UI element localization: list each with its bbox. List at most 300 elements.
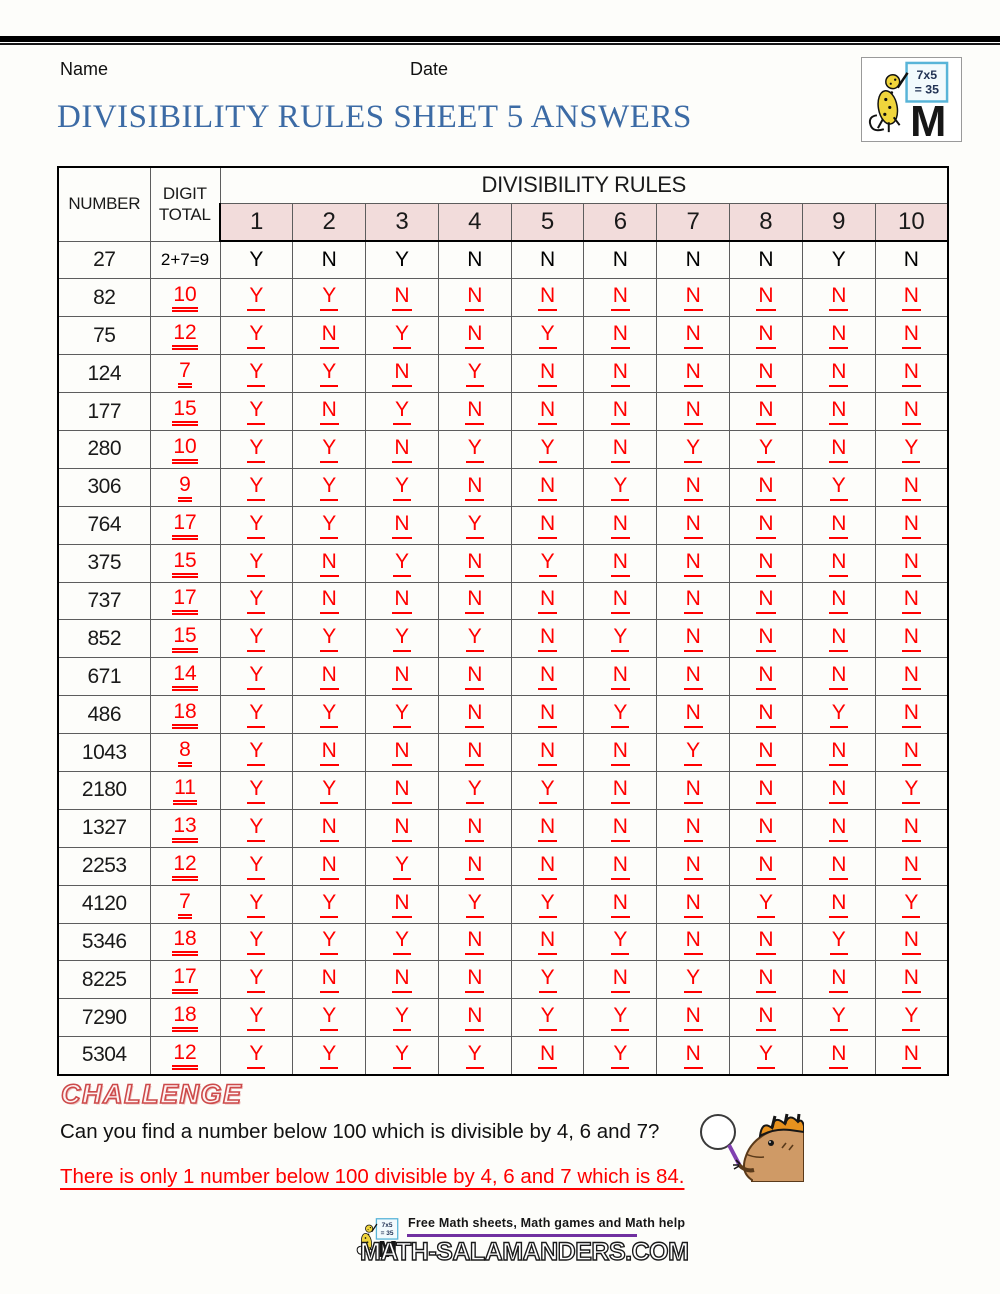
answer-cell: N <box>293 393 366 431</box>
answer-cell: Y <box>875 885 948 923</box>
answer-cell: N <box>657 317 730 355</box>
digit-total-cell: 12 <box>150 847 220 885</box>
answer-cell: Y <box>802 468 875 506</box>
number-cell: 5304 <box>58 1037 150 1075</box>
answer-cell: Y <box>657 961 730 999</box>
answer-cell: N <box>730 961 803 999</box>
answer-cell: Y <box>220 430 293 468</box>
answer-cell: Y <box>802 241 875 279</box>
digit-total-cell: 15 <box>150 393 220 431</box>
answer-cell: N <box>802 506 875 544</box>
divisibility-rules-header: DIVISIBILITY RULES <box>220 167 948 203</box>
answer-cell: N <box>875 544 948 582</box>
date-label: Date <box>410 59 449 79</box>
table-row <box>58 279 948 317</box>
footer-divider <box>407 1234 637 1237</box>
answer-cell: Y <box>293 923 366 961</box>
table-row <box>58 734 948 772</box>
answer-cell: N <box>730 809 803 847</box>
answer-cell: N <box>584 317 657 355</box>
rule-column-header: 3 <box>366 203 439 241</box>
answer-cell: N <box>511 468 584 506</box>
table-row <box>58 771 948 809</box>
answer-cell: N <box>730 317 803 355</box>
number-cell: 4120 <box>58 885 150 923</box>
rule-column-header: 6 <box>584 203 657 241</box>
answer-cell: N <box>293 241 366 279</box>
answer-cell: Y <box>220 696 293 734</box>
answer-cell: N <box>875 279 948 317</box>
digit-total-cell: 12 <box>150 317 220 355</box>
answer-cell: N <box>875 506 948 544</box>
number-cell: 82 <box>58 279 150 317</box>
challenge-heading: CHALLENGE <box>61 1079 243 1109</box>
footer-site-name: MATH-SALAMANDERS.COM <box>360 1238 689 1266</box>
digit-total-cell: 7 <box>150 355 220 393</box>
table-row <box>58 885 948 923</box>
answer-cell: N <box>438 317 511 355</box>
answer-cell: Y <box>802 999 875 1037</box>
answer-cell: N <box>657 999 730 1037</box>
table-body <box>58 241 948 1075</box>
answer-cell: N <box>438 241 511 279</box>
answer-cell: N <box>875 317 948 355</box>
number-cell: 375 <box>58 544 150 582</box>
answer-cell: N <box>875 393 948 431</box>
digit-total-cell: 2+7=9 <box>150 241 220 279</box>
rule-column-header: 1 <box>220 203 293 241</box>
site-logo <box>861 57 962 142</box>
answer-cell: N <box>584 658 657 696</box>
answer-cell: N <box>366 355 439 393</box>
answer-cell: N <box>657 809 730 847</box>
answer-cell: N <box>802 279 875 317</box>
rule-column-header: 4 <box>438 203 511 241</box>
table-row <box>58 1037 948 1075</box>
answer-cell: Y <box>511 885 584 923</box>
number-cell: 1043 <box>58 734 150 772</box>
answer-cell: N <box>584 847 657 885</box>
table-row <box>58 506 948 544</box>
answer-cell: Y <box>875 999 948 1037</box>
answer-cell: Y <box>293 506 366 544</box>
answer-cell: Y <box>220 1037 293 1075</box>
answer-cell: N <box>584 809 657 847</box>
answer-cell: Y <box>220 393 293 431</box>
digit-total-cell: 18 <box>150 923 220 961</box>
answer-cell: N <box>511 1037 584 1075</box>
number-cell: 764 <box>58 506 150 544</box>
answer-cell: Y <box>220 279 293 317</box>
answer-cell: Y <box>220 468 293 506</box>
answer-cell: N <box>438 279 511 317</box>
answer-cell: N <box>366 279 439 317</box>
answer-cell: N <box>366 734 439 772</box>
answer-cell: N <box>584 430 657 468</box>
answer-cell: N <box>438 582 511 620</box>
digit-total-column-header: DIGIT TOTAL <box>150 167 220 241</box>
answer-cell: Y <box>802 696 875 734</box>
answer-cell: N <box>366 961 439 999</box>
digit-total-cell: 7 <box>150 885 220 923</box>
answer-cell: Y <box>293 355 366 393</box>
answer-cell: N <box>657 658 730 696</box>
answer-cell: N <box>584 961 657 999</box>
answer-cell: N <box>657 696 730 734</box>
digit-total-cell: 8 <box>150 734 220 772</box>
answer-cell: N <box>366 506 439 544</box>
answer-cell: Y <box>293 771 366 809</box>
answer-cell: Y <box>220 506 293 544</box>
digit-total-cell: 17 <box>150 582 220 620</box>
answer-cell: Y <box>730 885 803 923</box>
table-row <box>58 620 948 658</box>
answer-cell: N <box>366 658 439 696</box>
answer-cell: N <box>657 544 730 582</box>
answer-cell: N <box>584 241 657 279</box>
answer-cell: Y <box>220 999 293 1037</box>
answer-cell: Y <box>438 430 511 468</box>
answer-cell: N <box>730 696 803 734</box>
answer-cell: N <box>730 506 803 544</box>
digit-total-cell: 9 <box>150 468 220 506</box>
answer-cell: N <box>293 317 366 355</box>
answer-cell: Y <box>584 620 657 658</box>
answer-cell: N <box>730 658 803 696</box>
answer-cell: N <box>875 468 948 506</box>
divisibility-table-wrap <box>57 166 949 1076</box>
answer-cell: Y <box>293 885 366 923</box>
answer-cell: N <box>657 279 730 317</box>
answer-cell: N <box>438 961 511 999</box>
answer-cell: N <box>511 506 584 544</box>
answer-cell: N <box>438 468 511 506</box>
answer-cell: N <box>875 847 948 885</box>
answer-cell: Y <box>802 923 875 961</box>
number-column-header: NUMBER <box>58 167 150 241</box>
answer-cell: N <box>438 544 511 582</box>
digit-total-cell: 10 <box>150 279 220 317</box>
table-row <box>58 241 948 279</box>
answer-cell: N <box>730 771 803 809</box>
answer-cell: N <box>802 355 875 393</box>
answer-cell: Y <box>293 696 366 734</box>
answer-cell: Y <box>220 885 293 923</box>
answer-cell: N <box>584 734 657 772</box>
answer-cell: Y <box>293 1037 366 1075</box>
number-cell: 2253 <box>58 847 150 885</box>
answer-cell: Y <box>293 430 366 468</box>
answer-cell: N <box>511 355 584 393</box>
answer-cell: N <box>802 809 875 847</box>
answer-cell: Y <box>366 1037 439 1075</box>
answer-cell: N <box>293 847 366 885</box>
answer-cell: Y <box>293 279 366 317</box>
answer-cell: N <box>366 582 439 620</box>
answer-cell: Y <box>220 355 293 393</box>
answer-cell: N <box>366 809 439 847</box>
answer-cell: N <box>730 393 803 431</box>
answer-cell: N <box>802 885 875 923</box>
answer-cell: N <box>875 696 948 734</box>
answer-cell: N <box>438 847 511 885</box>
number-cell: 1327 <box>58 809 150 847</box>
answer-cell: N <box>511 241 584 279</box>
answer-cell: N <box>584 279 657 317</box>
answer-cell: N <box>875 620 948 658</box>
number-cell: 75 <box>58 317 150 355</box>
answer-cell: Y <box>730 430 803 468</box>
table-row <box>58 430 948 468</box>
answer-cell: N <box>438 999 511 1037</box>
table-row <box>58 544 948 582</box>
number-cell: 306 <box>58 468 150 506</box>
answer-cell: N <box>293 658 366 696</box>
table-row <box>58 658 948 696</box>
digit-total-cell: 18 <box>150 999 220 1037</box>
answer-cell: Y <box>366 468 439 506</box>
answer-cell: N <box>730 734 803 772</box>
answer-cell: N <box>293 734 366 772</box>
table-row <box>58 582 948 620</box>
answer-cell: N <box>875 582 948 620</box>
answer-cell: N <box>875 355 948 393</box>
answer-cell: N <box>438 809 511 847</box>
divisibility-table <box>57 166 949 1076</box>
answer-cell: Y <box>220 809 293 847</box>
answer-cell: Y <box>511 430 584 468</box>
answer-cell: Y <box>366 241 439 279</box>
answer-cell: Y <box>438 355 511 393</box>
digit-total-cell: 13 <box>150 809 220 847</box>
answer-cell: N <box>584 506 657 544</box>
answer-cell: N <box>657 468 730 506</box>
table-row <box>58 923 948 961</box>
answer-cell: N <box>875 809 948 847</box>
answer-cell: N <box>438 734 511 772</box>
answer-cell: N <box>802 544 875 582</box>
answer-cell: Y <box>438 620 511 658</box>
answer-cell: Y <box>584 999 657 1037</box>
number-cell: 671 <box>58 658 150 696</box>
answer-cell: Y <box>366 393 439 431</box>
answer-cell: Y <box>875 771 948 809</box>
answer-cell: Y <box>730 1037 803 1075</box>
answer-cell: Y <box>438 1037 511 1075</box>
rule-column-header: 5 <box>511 203 584 241</box>
answer-cell: N <box>584 771 657 809</box>
answer-cell: N <box>657 355 730 393</box>
number-cell: 852 <box>58 620 150 658</box>
answer-cell: N <box>657 393 730 431</box>
answer-cell: Y <box>220 582 293 620</box>
salamander-chalkboard-icon <box>862 58 961 141</box>
answer-cell: Y <box>657 430 730 468</box>
answer-cell: N <box>657 620 730 658</box>
answer-cell: N <box>511 279 584 317</box>
answer-cell: N <box>511 847 584 885</box>
answer-cell: N <box>366 430 439 468</box>
answer-cell: N <box>511 809 584 847</box>
answer-cell: N <box>438 658 511 696</box>
challenge-question: Can you find a number below 100 which is divisible by 4, 6 and 7? <box>60 1120 660 1143</box>
answer-cell: Y <box>511 999 584 1037</box>
rule-column-header: 7 <box>657 203 730 241</box>
table-row <box>58 961 948 999</box>
answer-cell: N <box>730 923 803 961</box>
answer-cell: N <box>584 393 657 431</box>
answer-cell: Y <box>366 620 439 658</box>
answer-cell: N <box>875 1037 948 1075</box>
answer-cell: N <box>584 885 657 923</box>
number-cell: 8225 <box>58 961 150 999</box>
answer-cell: Y <box>875 430 948 468</box>
answer-cell: N <box>366 771 439 809</box>
answer-cell: Y <box>584 468 657 506</box>
answer-cell: N <box>438 923 511 961</box>
answer-cell: N <box>584 544 657 582</box>
answer-cell: N <box>293 582 366 620</box>
answer-cell: N <box>802 771 875 809</box>
table-row <box>58 809 948 847</box>
digit-total-cell: 11 <box>150 771 220 809</box>
answer-cell: N <box>438 393 511 431</box>
answer-cell: Y <box>220 771 293 809</box>
rule-column-header: 9 <box>802 203 875 241</box>
answer-cell: Y <box>511 771 584 809</box>
digit-total-cell: 14 <box>150 658 220 696</box>
answer-cell: N <box>511 658 584 696</box>
answer-cell: Y <box>511 961 584 999</box>
answer-cell: Y <box>366 999 439 1037</box>
number-cell: 7290 <box>58 999 150 1037</box>
answer-cell: Y <box>293 999 366 1037</box>
rule-column-header: 2 <box>293 203 366 241</box>
answer-cell: N <box>730 355 803 393</box>
number-cell: 27 <box>58 241 150 279</box>
answer-cell: N <box>875 241 948 279</box>
answer-cell: Y <box>220 923 293 961</box>
answer-cell: N <box>802 582 875 620</box>
answer-cell: Y <box>366 923 439 961</box>
answer-cell: N <box>511 393 584 431</box>
table-row <box>58 696 948 734</box>
number-cell: 280 <box>58 430 150 468</box>
answer-cell: N <box>802 961 875 999</box>
answer-cell: N <box>657 1037 730 1075</box>
answer-cell: N <box>802 1037 875 1075</box>
answer-cell: N <box>730 544 803 582</box>
answer-cell: N <box>293 961 366 999</box>
answer-cell: N <box>730 241 803 279</box>
answer-cell: N <box>730 999 803 1037</box>
answer-cell: N <box>730 620 803 658</box>
footer-tagline: Free Math sheets, Math games and Math help <box>408 1216 686 1230</box>
answer-cell: Y <box>438 771 511 809</box>
answer-cell: N <box>584 355 657 393</box>
answer-cell: N <box>657 923 730 961</box>
table-row <box>58 999 948 1037</box>
answer-cell: Y <box>366 696 439 734</box>
answer-cell: Y <box>293 468 366 506</box>
digit-total-cell: 10 <box>150 430 220 468</box>
number-cell: 2180 <box>58 771 150 809</box>
number-cell: 124 <box>58 355 150 393</box>
rule-column-header: 8 <box>730 203 803 241</box>
number-cell: 5346 <box>58 923 150 961</box>
answer-cell: Y <box>220 241 293 279</box>
answer-cell: Y <box>657 734 730 772</box>
answer-cell: N <box>366 885 439 923</box>
answer-cell: Y <box>438 885 511 923</box>
answer-cell: N <box>730 847 803 885</box>
table-row <box>58 355 948 393</box>
digit-total-cell: 15 <box>150 620 220 658</box>
number-cell: 177 <box>58 393 150 431</box>
answer-cell: N <box>511 734 584 772</box>
digit-total-cell: 17 <box>150 961 220 999</box>
table-row <box>58 317 948 355</box>
answer-cell: N <box>657 506 730 544</box>
table-row <box>58 393 948 431</box>
answer-cell: N <box>802 430 875 468</box>
answer-cell: N <box>657 847 730 885</box>
answer-cell: N <box>293 544 366 582</box>
answer-cell: N <box>293 809 366 847</box>
answer-cell: Y <box>584 1037 657 1075</box>
answer-cell: N <box>875 734 948 772</box>
answer-cell: N <box>875 923 948 961</box>
answer-cell: N <box>802 847 875 885</box>
digit-total-cell: 17 <box>150 506 220 544</box>
answer-cell: N <box>802 620 875 658</box>
answer-cell: N <box>657 241 730 279</box>
number-cell: 486 <box>58 696 150 734</box>
answer-cell: N <box>802 317 875 355</box>
number-cell: 737 <box>58 582 150 620</box>
answer-cell: Y <box>584 923 657 961</box>
answer-cell: N <box>802 658 875 696</box>
table-row <box>58 847 948 885</box>
answer-cell: Y <box>220 658 293 696</box>
rule-column-header: 10 <box>875 203 948 241</box>
answer-cell: N <box>730 468 803 506</box>
answer-cell: Y <box>220 847 293 885</box>
answer-cell: N <box>438 696 511 734</box>
top-rule <box>0 36 1000 45</box>
answer-cell: N <box>802 393 875 431</box>
answer-cell: N <box>511 582 584 620</box>
answer-cell: N <box>511 696 584 734</box>
lizard-magnifier-icon <box>692 1106 804 1182</box>
answer-cell: Y <box>293 620 366 658</box>
answer-cell: N <box>730 582 803 620</box>
answer-cell: Y <box>220 734 293 772</box>
name-label: Name <box>60 59 109 79</box>
digit-total-cell: 18 <box>150 696 220 734</box>
answer-cell: Y <box>366 317 439 355</box>
answer-cell: N <box>657 582 730 620</box>
answer-cell: Y <box>366 544 439 582</box>
answer-cell: Y <box>511 544 584 582</box>
answer-cell: Y <box>511 317 584 355</box>
answer-cell: N <box>802 734 875 772</box>
answer-cell: N <box>730 279 803 317</box>
answer-cell: N <box>657 885 730 923</box>
answer-cell: Y <box>438 506 511 544</box>
answer-cell: Y <box>220 620 293 658</box>
table-row <box>58 468 948 506</box>
